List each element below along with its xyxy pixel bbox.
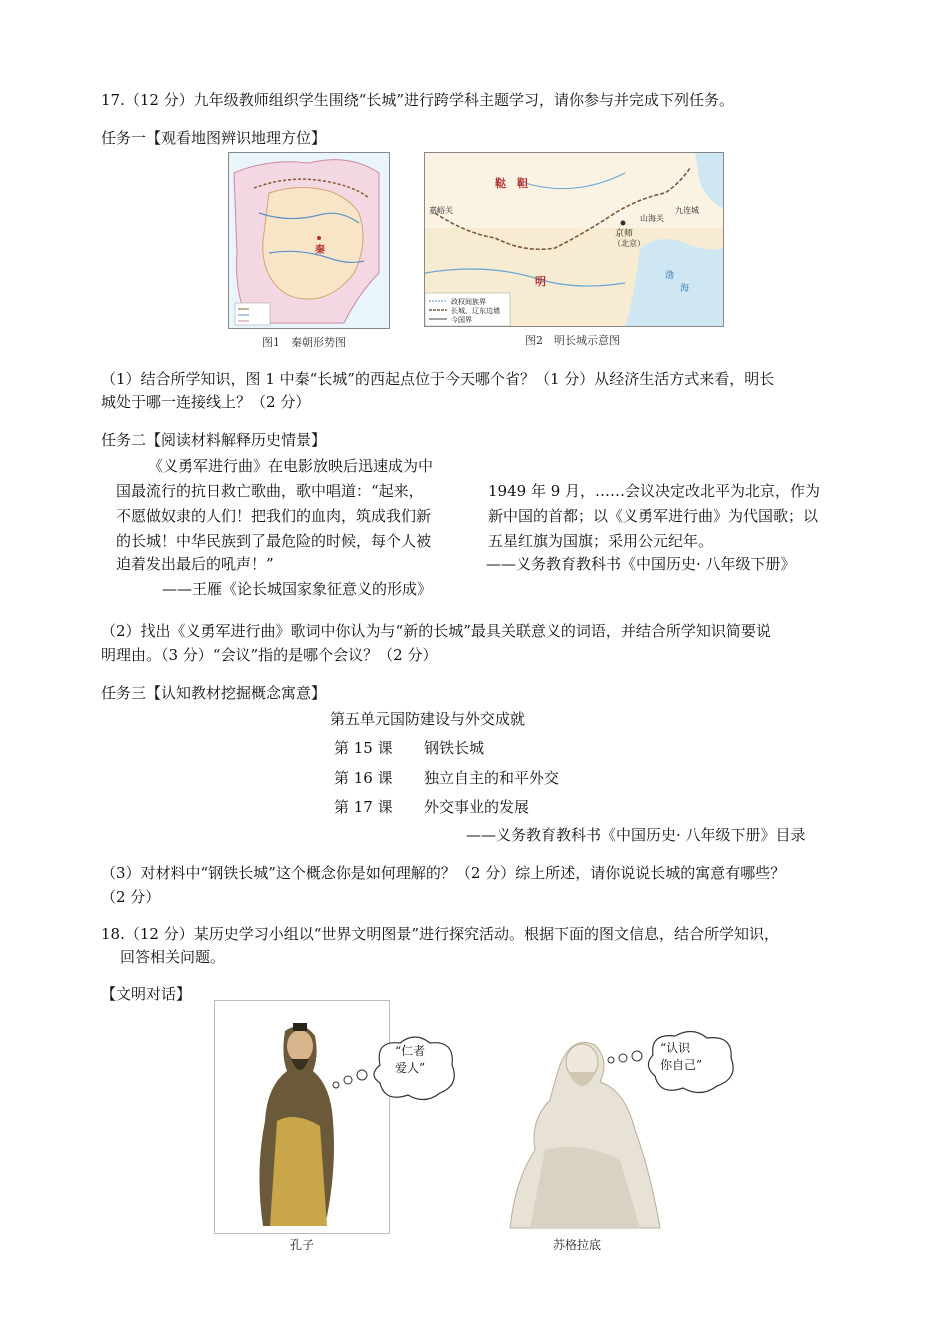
ming-wall-map: [424, 152, 724, 327]
material-right-2: 新中国的首都；以《义勇军进行曲》为代国歌；以: [488, 507, 819, 525]
qin-map: [228, 152, 390, 329]
confucius-caption: 孔子: [290, 1238, 315, 1252]
task1-heading: 任务一【观看地图辨识地理方位】: [101, 129, 327, 147]
q2-line1: （2）找出《义勇军进行曲》歌词中你认为与“新的长城”最具关联意义的词语，并结合所学知识简要说: [101, 622, 771, 640]
q3-line2: （2 分）: [101, 888, 161, 906]
task3-heading: 任务三【认知教材挖掘概念寓意】: [101, 684, 327, 702]
material-left-source: ——王雁《论长城国家象征意义的形成》: [162, 580, 433, 598]
q18-intro-line1: 18.（12 分）某历史学习小组以“世界文明图景”进行探究活动。根据下面的图文信息，结合所学知识，: [101, 925, 780, 943]
confucius-quote-1: “仁者: [395, 1044, 426, 1058]
unit-title: 第五单元国防建设与外交成就: [330, 710, 526, 728]
material-left-3: 不愿做奴隶的人们！把我们的血肉，筑成我们新: [116, 507, 432, 525]
map2-label-jiayu: 嘉峪关: [429, 206, 453, 215]
lesson-17-name: 外交事业的发展: [424, 798, 530, 816]
confucius-quote-2: 爱人”: [395, 1061, 426, 1075]
qin-map-graphic: [229, 153, 389, 328]
lesson-16-num: 第 16 课: [334, 769, 393, 787]
toc-source: ——义务教育教科书《中国历史· 八年级下册》目录: [466, 826, 806, 844]
q18-intro-line2: 回答相关问题。: [120, 948, 226, 966]
map2-label-tartar: 鞑 靼: [495, 177, 528, 190]
material-left-2: 国最流行的抗日救亡歌曲，歌中唱道：“起来，: [116, 482, 424, 500]
map2-label-sea1: 渤: [665, 271, 675, 281]
map2-legend-2: 长城、辽东边墙: [451, 307, 500, 315]
q1-line1: （1）结合所学知识，图 1 中秦“长城”的西起点位于今天哪个省？（1 分）从经济生活方式来看，明长: [101, 370, 775, 388]
lesson-15-num: 第 15 课: [334, 739, 393, 757]
map2-caption: 图2 明长城示意图: [525, 334, 620, 347]
map2-label-capital-sub: （北京）: [613, 239, 645, 248]
qin-map-label: 秦: [315, 245, 325, 256]
map2-label-wall-end: 九连城: [675, 206, 699, 215]
civilization-dialogue-heading: 【文明对话】: [101, 985, 192, 1003]
socrates-quote-1: “认识: [660, 1041, 691, 1055]
q17-intro: 17.（12 分）九年级教师组织学生围绕“长城”进行跨学科主题学习，请你参与并完成下列任务。: [101, 91, 735, 109]
material-right-3: 五星红旗为国旗；采用公元纪年。: [488, 532, 714, 550]
map2-legend-1: 政权间族界: [451, 298, 486, 306]
material-left-4: 的长城！中华民族到了最危险的时候，每个人被: [116, 532, 432, 550]
task2-heading: 任务二【阅读材料解释历史情景】: [101, 431, 327, 449]
material-right-source: ——义务教育教科书《中国历史· 八年级下册》: [486, 555, 796, 573]
map2-legend-3: 今国界: [451, 316, 472, 324]
lesson-15-name: 钢铁长城: [424, 739, 485, 757]
q1-line2: 城处于哪一连接线上？（2 分）: [101, 393, 311, 411]
lesson-16-name: 独立自主的和平外交: [424, 769, 560, 787]
map2-label-ming: 明: [535, 275, 546, 288]
socrates-caption: 苏格拉底: [553, 1238, 602, 1252]
map2-label-sea2: 海: [680, 284, 690, 294]
material-left-5: 迫着发出最后的吼声！”: [116, 555, 274, 573]
q2-line2: 明理由。（3 分）“会议”指的是哪个会议？（2 分）: [101, 646, 438, 664]
lesson-17-num: 第 17 课: [334, 798, 393, 816]
material-right-1: 1949 年 9 月，……会议决定改北平为北京，作为: [488, 482, 821, 500]
material-left-1: 《义勇军进行曲》在电影放映后迅速成为中: [148, 457, 434, 475]
map1-caption: 图1 秦朝形势图: [262, 336, 346, 349]
socrates-quote-2: 你自己”: [660, 1058, 703, 1072]
map2-label-shanhai: 山海关: [640, 214, 664, 223]
map2-label-capital: 京师: [615, 229, 634, 239]
q3-line1: （3）对材料中“钢铁长城”这个概念你是如何理解的？（2 分）综上所述，请你说说长城的寓意有哪些？: [101, 864, 786, 882]
